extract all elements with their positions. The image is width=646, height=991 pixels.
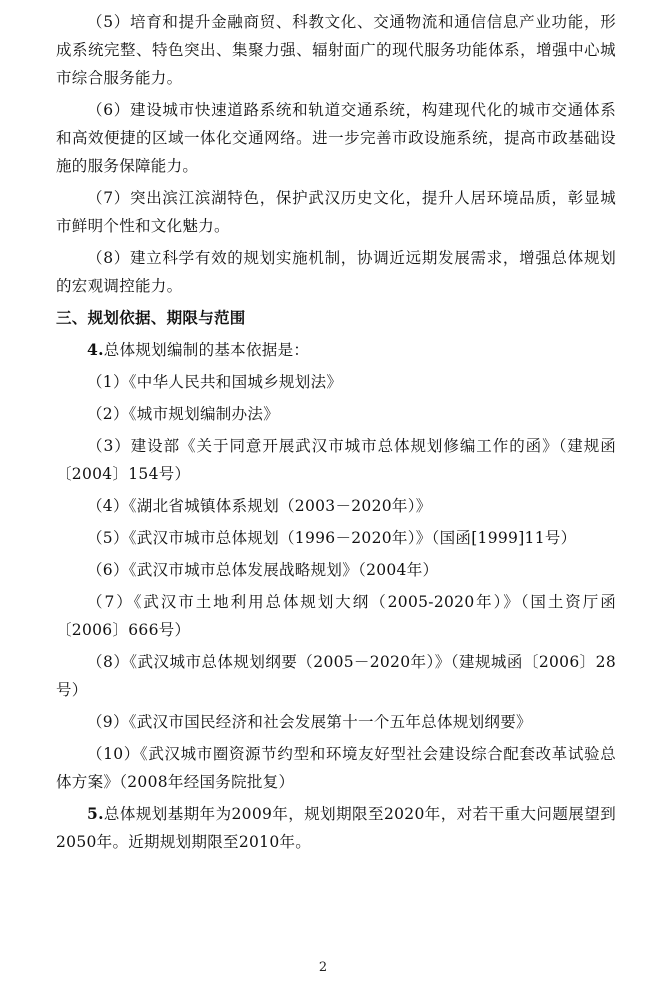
clause-4-text: 总体规划编制的基本依据是： xyxy=(103,341,310,359)
clause-4-number: 4. xyxy=(87,340,104,359)
basis-item: （9）《武汉市国民经济和社会发展第十一个五年总体规划纲要》 xyxy=(87,713,532,731)
paragraph-item-7: （7）突出滨江滨湖特色，保护武汉历史文化，提升人居环境品质，彰显城市鲜明个性和文化魅力。 xyxy=(56,189,616,235)
section-heading: 三、规划依据、期限与范围 xyxy=(56,308,246,327)
basis-item: （1）《中华人民共和国城乡规划法》 xyxy=(87,373,343,391)
basis-item: （10）《武汉城市圈资源节约型和环境友好型社会建设综合配套改革试验总体方案》（2008年经国务院批复） xyxy=(56,745,616,791)
clause-5-number: 5. xyxy=(87,804,104,823)
paragraph-item-6: （6）建设城市快速道路系统和轨道交通系统，构建现代化的城市交通体系和高效便捷的区域一体化交通网络。进一步完善市政设施系统，提高市政基础设施的服务保障能力。 xyxy=(56,101,616,175)
clause-4 xyxy=(56,336,616,364)
clause-5 xyxy=(56,800,616,856)
basis-item: （6）《武汉市城市总体发展战略规划》（2004年） xyxy=(87,561,439,579)
basis-item: （7）《武汉市土地利用总体规划大纲（2005-2020年）》（国土资厅函〔2006〕666号） xyxy=(56,593,616,639)
paragraph-item-8: （8）建立科学有效的规划实施机制，协调近远期发展需求，增强总体规划的宏观调控能力。 xyxy=(56,249,616,295)
paragraph-item-5: （5）培育和提升金融商贸、科教文化、交通物流和通信信息产业功能，形成系统完整、特色突出、集聚力强、辐射面广的现代服务功能体系，增强中心城市综合服务能力。 xyxy=(56,13,616,87)
basis-item: （3）建设部《关于同意开展武汉市城市总体规划修编工作的函》（建规函〔2004〕154号） xyxy=(56,437,616,483)
basis-item: （5）《武汉市城市总体规划（1996－2020年）》（国函[1999]11号） xyxy=(87,529,577,547)
page-content xyxy=(56,8,616,860)
basis-item: （4）《湖北省城镇体系规划（2003－2020年）》 xyxy=(87,497,432,515)
page-number: 2 xyxy=(318,960,328,975)
basis-item: （2）《城市规划编制办法》 xyxy=(87,405,280,423)
clause-5-text: 总体规划基期年为2009年，规划期限至2020年，对若干重大问题展望到2050年。近期规划期限至2010年。 xyxy=(56,805,616,851)
basis-item: （8）《武汉城市总体规划纲要（2005－2020年）》（建规城函〔2006〕28号） xyxy=(56,653,616,699)
